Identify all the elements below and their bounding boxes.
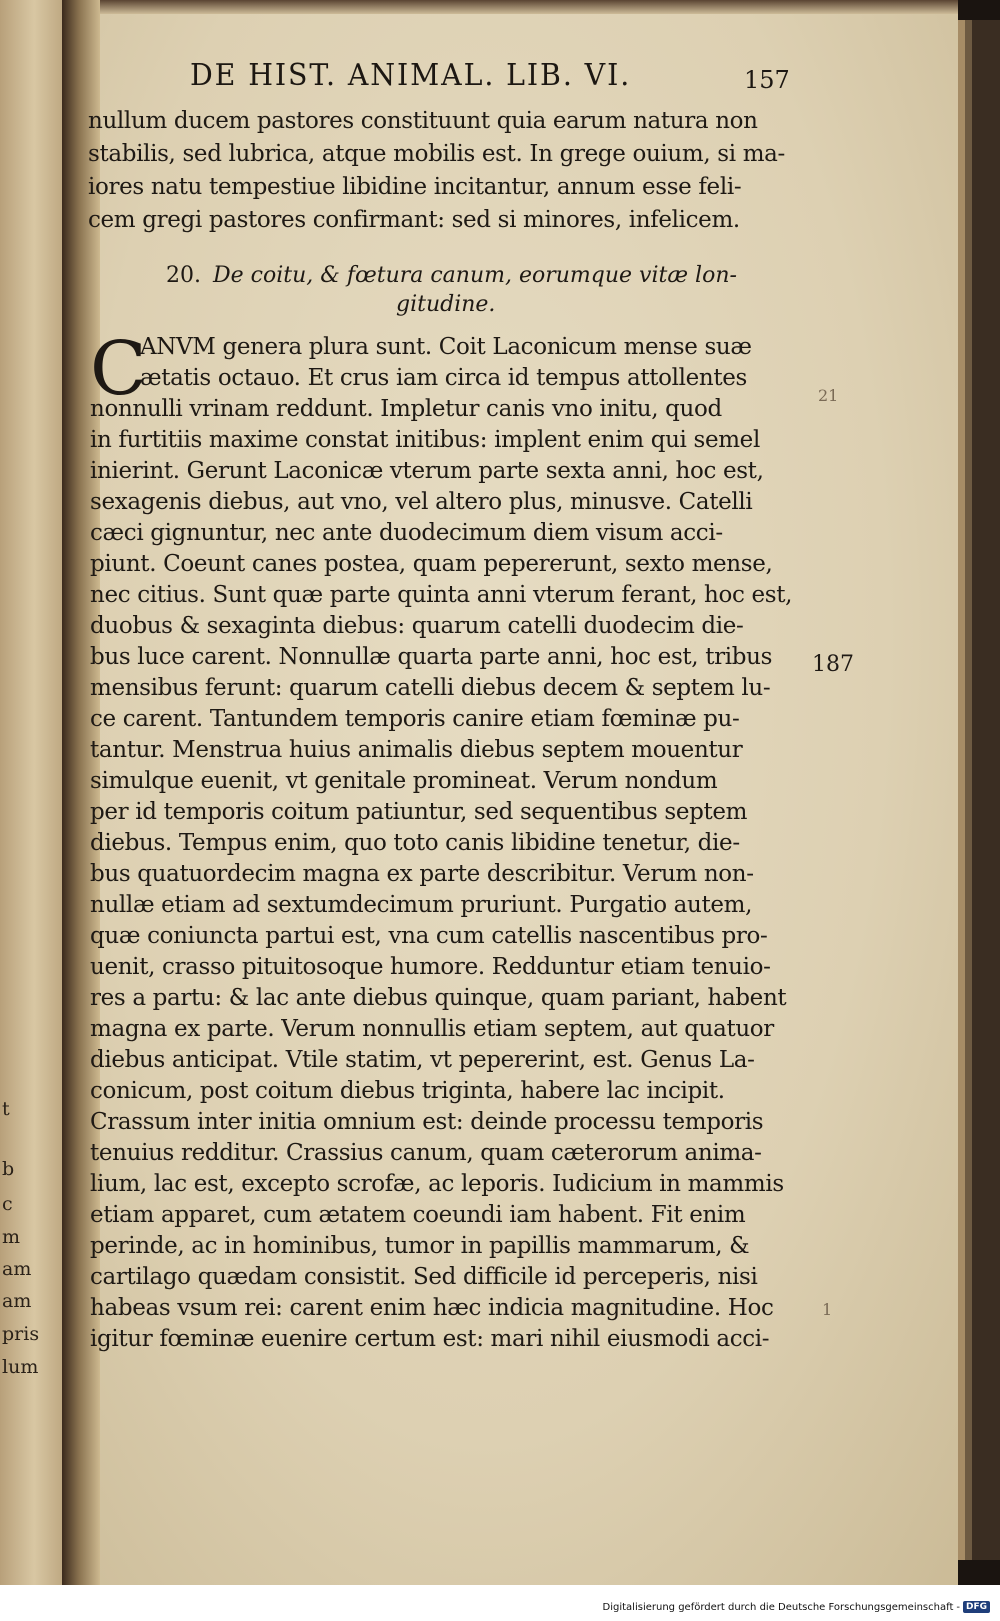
section-heading	[166, 263, 737, 288]
text-line: Crassum inter initia omnium est: deinde processu temporis	[90, 1109, 764, 1135]
dfg-logo: DFG	[963, 1601, 990, 1613]
text-line: tenuius redditur. Crassius canum, quam cæterorum anima-	[90, 1140, 762, 1166]
page-edge	[965, 20, 972, 1560]
text-line: diebus. Tempus enim, quo toto canis libidine tenetur, die-	[90, 830, 740, 856]
text-line: nec citius. Sunt quæ parte quinta anni vterum ferant, hoc est,	[90, 582, 793, 608]
text-line: simulque euenit, vt genitale promineat. Verum nondum	[90, 768, 718, 794]
text-line: iores natu tempestiue libidine incitantur, annum esse feli-	[88, 174, 742, 200]
page-number: 157	[744, 66, 790, 94]
text-line: habeas vsum rei: carent enim hæc indicia magnitudine. Hoc	[90, 1295, 774, 1321]
text-line: stabilis, sed lubrica, atque mobilis est. In grege ouium, si ma-	[88, 141, 785, 167]
text-line: igitur fœminæ euenire certum est: mari nihil eiusmodi acci-	[90, 1326, 770, 1352]
margin-smudge: 1	[822, 1300, 833, 1319]
facing-page-edge	[0, 0, 62, 1585]
facing-page-fragment: lum	[2, 1356, 39, 1378]
facing-page-fragment: c	[2, 1193, 13, 1215]
margin-smudge: 21	[818, 386, 839, 405]
margin-note: 187	[812, 652, 854, 677]
text-line: cartilago quædam consistit. Sed difficile id perceperis, nisi	[90, 1264, 758, 1290]
text-line: bus luce carent. Nonnullæ quarta parte anni, hoc est, tribus	[90, 644, 773, 670]
text-line: ANVM genera plura sunt. Coit Laconicum mense suæ	[140, 334, 752, 360]
text-line: nonnulli vrinam reddunt. Impletur canis vno initu, quod	[90, 396, 722, 422]
text-line: diebus anticipat. Vtile statim, vt pepererint, est. Genus La-	[90, 1047, 755, 1073]
text-line: perinde, ac in hominibus, tumor in papillis mammarum, &	[90, 1233, 750, 1259]
text-line: cem gregi pastores confirmant: sed si minores, infelicem.	[88, 207, 740, 233]
text-line: uenit, crasso pituitosoque humore. Redduntur etiam tenuio-	[90, 954, 771, 980]
text-line: duobus & sexaginta diebus: quarum catelli duodecim die-	[90, 613, 744, 639]
text-line: res a partu: & lac ante diebus quinque, quam pariant, habent	[90, 985, 787, 1011]
text-line: in furtitiis maxime constat initibus: implent enim qui semel	[90, 427, 760, 453]
page-edge	[958, 20, 965, 1560]
text-line: quæ coniuncta partui est, vna cum catellis nascentibus pro-	[90, 923, 768, 949]
facing-page-fragment: m	[2, 1226, 21, 1248]
facing-page-fragment: b	[2, 1158, 15, 1180]
running-head: DE HIST. ANIMAL. LIB. VI.	[190, 58, 632, 93]
text-line: sexagenis diebus, aut vno, vel altero plus, minusve. Catelli	[90, 489, 753, 515]
text-line: mensibus ferunt: quarum catelli diebus decem & septem lu-	[90, 675, 771, 701]
text-line: magna ex parte. Verum nonnullis etiam septem, aut quatuor	[90, 1016, 774, 1042]
text-line: inierint. Gerunt Laconicæ vterum parte sexta anni, hoc est,	[90, 458, 764, 484]
drop-cap: C	[90, 326, 147, 412]
text-line: conicum, post coitum diebus triginta, habere lac incipit.	[90, 1078, 725, 1104]
text-line: bus quatuordecim magna ex parte describitur. Verum non-	[90, 861, 754, 887]
text-line: ce carent. Tantundem temporis canire etiam fœminæ pu-	[90, 706, 740, 732]
section-title-line1: De coitu, & fœtura canum, eorumque vitæ lon-	[213, 263, 737, 288]
facing-page-fragment: t	[2, 1098, 10, 1120]
text-line: nullum ducem pastores constituunt quia earum natura non	[88, 108, 758, 134]
page-top-shadow	[100, 0, 958, 14]
credit-separator: -	[956, 1601, 960, 1613]
text-line: piunt. Coeunt canes postea, quam pepererunt, sexto mense,	[90, 551, 773, 577]
footer-credit	[603, 1601, 990, 1613]
section-number: 20.	[166, 263, 201, 288]
text-line: cæci gignuntur, nec ante duodecimum diem visum acci-	[90, 520, 723, 546]
text-line: nullæ etiam ad sextumdecimum pruriunt. Purgatio autem,	[90, 892, 753, 918]
facing-page-fragment: am	[2, 1258, 32, 1280]
facing-page-fragment: pris	[2, 1323, 40, 1345]
text-line: ætatis octauo. Et crus iam circa id tempus attollentes	[140, 365, 747, 391]
credit-text: Digitalisierung gefördert durch die Deutsche Forschungsgemeinschaft	[602, 1601, 954, 1613]
facing-page-fragment: am	[2, 1290, 32, 1312]
text-line: per id temporis coitum patiuntur, sed sequentibus septem	[90, 799, 748, 825]
text-line: tantur. Menstrua huius animalis diebus septem mouentur	[90, 737, 743, 763]
book-cover-edge	[972, 20, 1000, 1560]
text-line: etiam apparet, cum ætatem coeundi iam habent. Fit enim	[90, 1202, 746, 1228]
text-line: lium, lac est, excepto scrofæ, ac leporis. Iudicium in mammis	[90, 1171, 784, 1197]
section-heading-continuation: gitudine.	[396, 292, 496, 317]
